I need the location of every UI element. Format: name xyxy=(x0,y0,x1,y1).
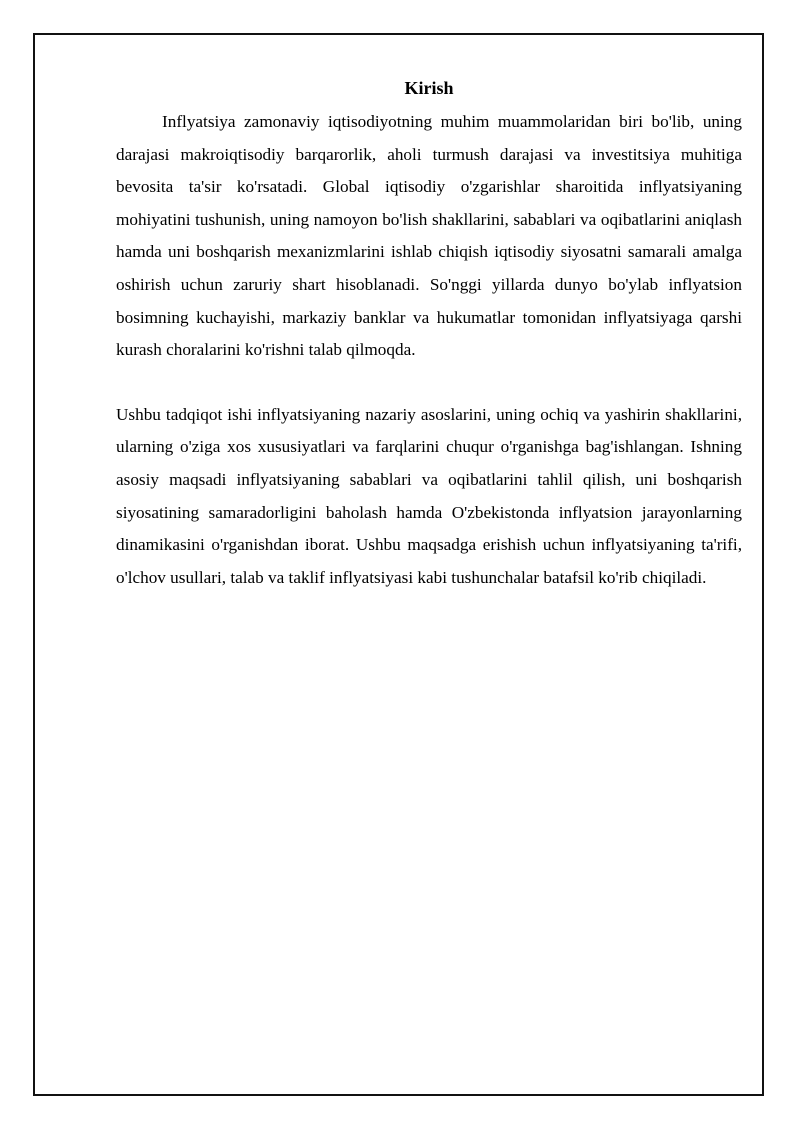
paragraph-1: Inflyatsiya zamonaviy iqtisodiyotning muhim muammolaridan biri bo'lib, uning darajasi makroiqtisodiy barqarorlik, aholi turmush darajasi va investitsiya muhitiga bevosita ta'sir ko'rsatadi. Global iqtisodiy o'zgarishlar sharoitida inflyatsiyaning mohiyatini tushunish, uning namoyon bo'lish shakllarini, sabablari va oqibatlarini aniqlash hamda uni boshqarish mexanizmlarini ishlab chiqish iqtisodiy siyosatni samarali amalga oshirish uchun zaruriy shart hisoblanadi. So'nggi yillarda dunyo bo'ylab inflyatsion bosimning kuchayishi, markaziy banklar va hukumatlar tomonidan inflyatsiyaga qarshi kurash choralarini ko'rishni talab qilmoqda. xyxy=(116,112,742,360)
paragraph-2: Ushbu tadqiqot ishi inflyatsiyaning nazariy asoslarini, uning ochiq va yashirin shakllarini, ularning o'ziga xos xususiyatlari va farqlarini chuqur o'rganishga bag'ishlangan. Ishning asosiy maqsadi inflyatsiyaning sabablari va oqibatlarini tahlil qilish, uni boshqarish siyosatining samaradorligini baholash hamda O'zbekistonda inflyatsion jarayonlarning dinamikasini o'rganishdan iborat. Ushbu maqsadga erishish uchun inflyatsiyaning ta'rifi, o'lchov usullari, talab va taklif inflyatsiyasi kabi tushunchalar batafsil ko'rib chiqiladi. xyxy=(116,404,742,587)
document-body xyxy=(116,76,742,594)
page-title: Kirish xyxy=(404,78,454,98)
paragraph-spacer xyxy=(116,367,742,399)
